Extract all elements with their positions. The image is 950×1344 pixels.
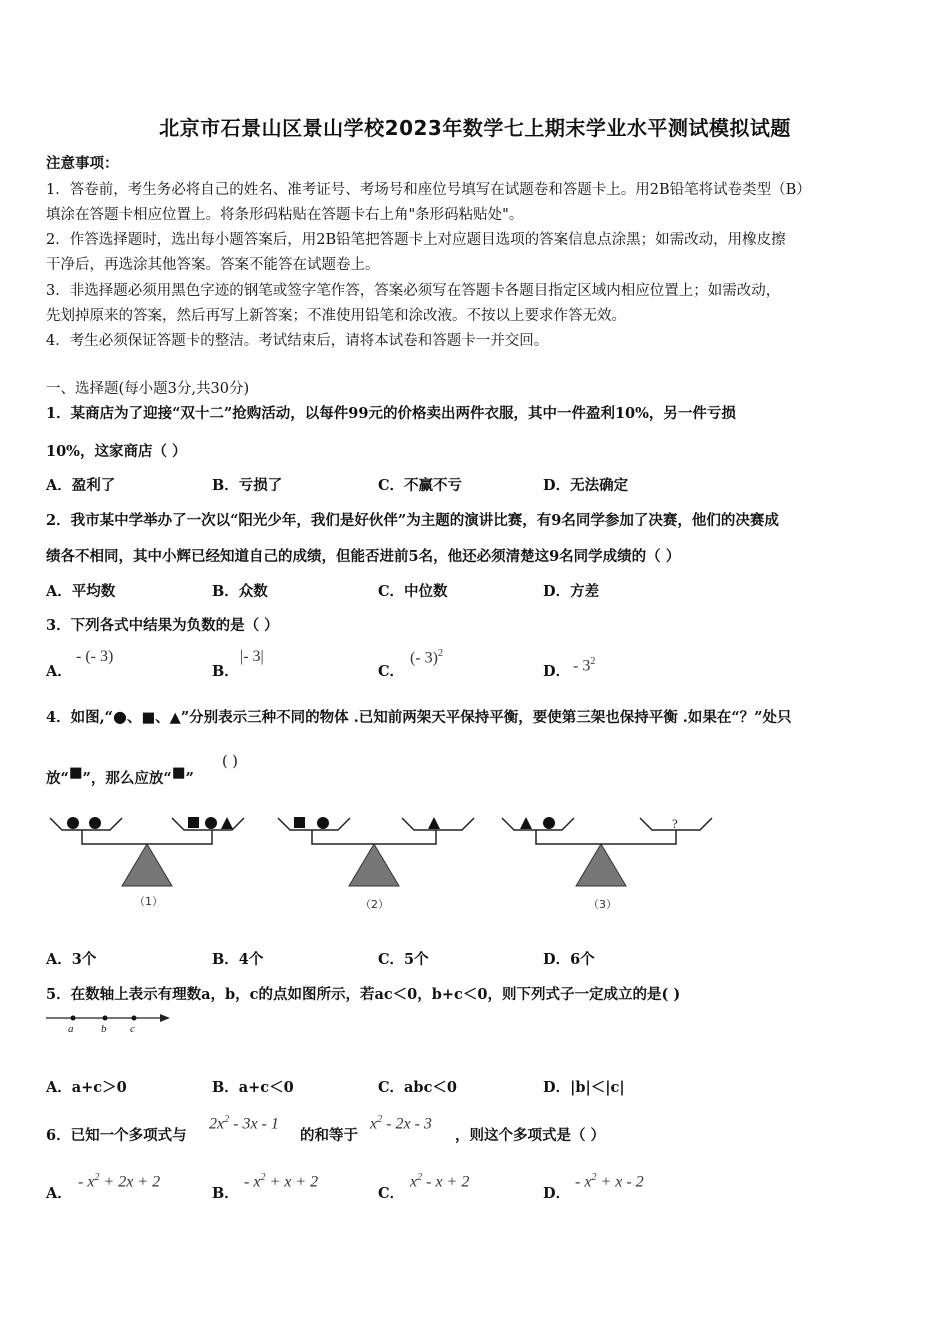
q1-option-c[interactable]: C．不赢不亏 (378, 477, 463, 494)
square-icon (188, 817, 199, 828)
q6-stem-pre: 6．已知一个多项式与 (46, 1127, 187, 1144)
square-icon: ■ (171, 764, 186, 781)
notice-heading: 注意事项： (46, 155, 119, 172)
balance-3-left-pan (502, 818, 574, 830)
circle-icon (317, 817, 329, 829)
q4-text: 4．如图,“ (46, 709, 113, 726)
circle-icon: ● (112, 707, 127, 726)
square-icon (294, 817, 305, 828)
q4-option-a[interactable]: A．3个 (46, 951, 97, 968)
square-icon: ■ (141, 709, 156, 726)
q1-stem: 1．某商店为了迎接“双十二”抢购活动，以每件99元的价格卖出两件衣服，其中一件盈利10%，另一件亏损 (46, 405, 736, 422)
balance-figures (40, 808, 720, 918)
q3-option-d-sup: 2 (590, 656, 596, 667)
balance-1-beam (82, 830, 212, 844)
q4-answer-paren: ( ) (222, 754, 238, 770)
page-title: 北京市石景山区景山学校2023年数学七上期末学业水平测试模拟试题 (159, 116, 791, 140)
question-mark: ? (672, 816, 678, 831)
notice-line: 4．考生必须保证答题卡的整洁。考试结束后，请将本试卷和答题卡一并交回。 (46, 333, 549, 349)
notice-line: 2．作答选择题时，选出每小题答案后，用2B铅笔把答题卡上对应题目选项的答案信息点涂黑；如需改动，用橡皮擦 (46, 232, 786, 248)
balance-2-caption: （2） (360, 898, 389, 911)
q6-expr-2: $x^2 - 2x - 3$ (370, 1114, 432, 1133)
balance-3-caption: （3） (588, 898, 617, 911)
square-icon: ■ (68, 764, 83, 781)
q4-stem-line1 (46, 706, 792, 727)
balance-2-left-pan (278, 818, 350, 830)
q5-option-d[interactable]: D．|b|＜|c| (543, 1079, 625, 1096)
balance-2-beam (312, 830, 436, 844)
q1-option-d[interactable]: D．无法确定 (543, 477, 629, 494)
q5-stem: 5．在数轴上表示有理数a，b，c的点如图所示，若ac＜0，b+c＜0，则下列式子一定成立的是( ) (46, 986, 681, 1003)
q4-option-c[interactable]: C．5个 (378, 951, 429, 968)
notice-line: 3．非选择题必须用黑色字迹的钢笔或签字笔作答，答案必须写在答题卡各题目指定区域内相应位置上；如需改动， (46, 283, 781, 299)
notice-line: 先划掉原来的答案，然后再写上新答案；不准使用铅笔和涂改液。不按以上要求作答无效。 (46, 308, 626, 324)
q6-option-d-label[interactable]: D． (543, 1185, 571, 1202)
notice-line: 填涂在答题卡相应位置上。将条形码粘贴在答题卡右上角"条形码粘贴处"。 (46, 207, 524, 223)
q3-option-d-base: - 3 (573, 657, 591, 675)
q4-text: ” (185, 770, 194, 787)
label-a: a (68, 1023, 74, 1035)
number-line (44, 1008, 174, 1036)
triangle-icon (428, 817, 440, 829)
point-c (132, 1016, 137, 1021)
q2-stem: 2．我市某中学举办了一次以“阳光少年，我们是好伙伴”为主题的演讲比赛，有9名同学参加了决赛，他们的决赛成 (46, 512, 779, 529)
q3-option-a-expr: - (- 3) (76, 648, 114, 665)
q2-option-d[interactable]: D．方差 (543, 583, 600, 600)
circle-icon (89, 817, 101, 829)
q6-option-c-expr: $x^2 - x + 2$ (410, 1172, 470, 1191)
q1-stem: 10%，这家商店（ ） (46, 443, 187, 460)
q3-option-c-expr (410, 648, 443, 667)
q3-option-d-expr (573, 656, 595, 675)
q3-option-c-label[interactable]: C． (378, 663, 405, 680)
point-b (103, 1016, 108, 1021)
q2-option-b[interactable]: B．众数 (212, 583, 268, 600)
triangle-icon (520, 817, 532, 829)
q4-text: 放“ (46, 770, 69, 787)
balance-3-beam (536, 830, 676, 844)
q4-text: ”分别表示三种不同的物体 .已知前两架天平保持平衡，要使第三架也保持平衡 .如果在“？”处只 (180, 709, 792, 726)
triangle-icon (221, 817, 233, 829)
q2-stem: 绩各不相同，其中小辉已经知道自己的成绩，但能否进前5名，他还必须清楚这9名同学成绩的（ ） (46, 548, 681, 565)
q6-option-a-label[interactable]: A． (46, 1185, 72, 1202)
q3-option-b-label[interactable]: B． (212, 663, 239, 680)
q3-option-a-label[interactable]: A． (46, 663, 72, 680)
section-heading: 一、选择题(每小题3分,共30分) (46, 381, 250, 397)
q2-option-a[interactable]: A．平均数 (46, 583, 116, 600)
q4-stem-line2 (46, 764, 194, 788)
q4-option-b[interactable]: B．4个 (212, 951, 264, 968)
triangle-icon: ▲ (169, 709, 181, 726)
q2-option-c[interactable]: C．中位数 (378, 583, 448, 600)
balance-1-caption: （1） (134, 895, 163, 908)
notice-line: 1．答卷前，考生务必将自己的姓名、准考证号、考场号和座位号填写在试题卷和答题卡上。用2B铅笔将试卷类型（B） (46, 182, 811, 198)
q6-option-b-expr: - $x^2 + x + 2$ (244, 1172, 319, 1191)
balance-1-fulcrum (122, 844, 172, 886)
q4-text: 、 (155, 709, 170, 726)
label-b: b (101, 1023, 107, 1035)
q5-option-a[interactable]: A．a+c＞0 (46, 1079, 127, 1096)
q3-option-c-base: (- 3) (410, 649, 438, 667)
q4-text: ”，那么应放“ (82, 770, 172, 787)
q6-expr-1: $2x^2 - 3x - 1$ (209, 1114, 279, 1133)
q3-stem: 3．下列各式中结果为负数的是（ ） (46, 617, 279, 634)
q6-option-a-expr: - $x^2 + 2x + 2$ (78, 1172, 161, 1191)
q6-option-c-label[interactable]: C． (378, 1185, 405, 1202)
circle-icon (205, 817, 217, 829)
q6-option-d-expr: - $x^2 + x - 2$ (575, 1172, 644, 1191)
q4-text: 、 (126, 709, 142, 726)
point-a (71, 1016, 76, 1021)
q6-stem-mid: 的和等于 (300, 1127, 358, 1144)
q3-option-c-sup: 2 (437, 648, 443, 659)
q3-option-d-label[interactable]: D． (543, 663, 571, 680)
q1-option-a[interactable]: A．盈利了 (46, 477, 116, 494)
notice-line: 干净后，再选涂其他答案。答案不能答在试题卷上。 (46, 257, 380, 273)
circle-icon (543, 817, 555, 829)
balance-3-fulcrum (576, 844, 626, 886)
circle-icon (67, 817, 79, 829)
label-c: c (130, 1023, 135, 1035)
q5-option-b[interactable]: B．a+c＜0 (212, 1079, 294, 1096)
balance-2-fulcrum (349, 844, 399, 886)
q6-stem-post: ，则这个多项式是（ ） (455, 1127, 606, 1144)
balance-1-left-pan (50, 818, 122, 830)
q3-option-b-expr: |- 3| (240, 648, 264, 665)
q6-option-b-label[interactable]: B． (212, 1185, 239, 1202)
q4-option-d[interactable]: D．6个 (543, 951, 595, 968)
q5-option-c[interactable]: C．abc＜0 (378, 1079, 457, 1096)
q1-option-b[interactable]: B．亏损了 (212, 477, 283, 494)
